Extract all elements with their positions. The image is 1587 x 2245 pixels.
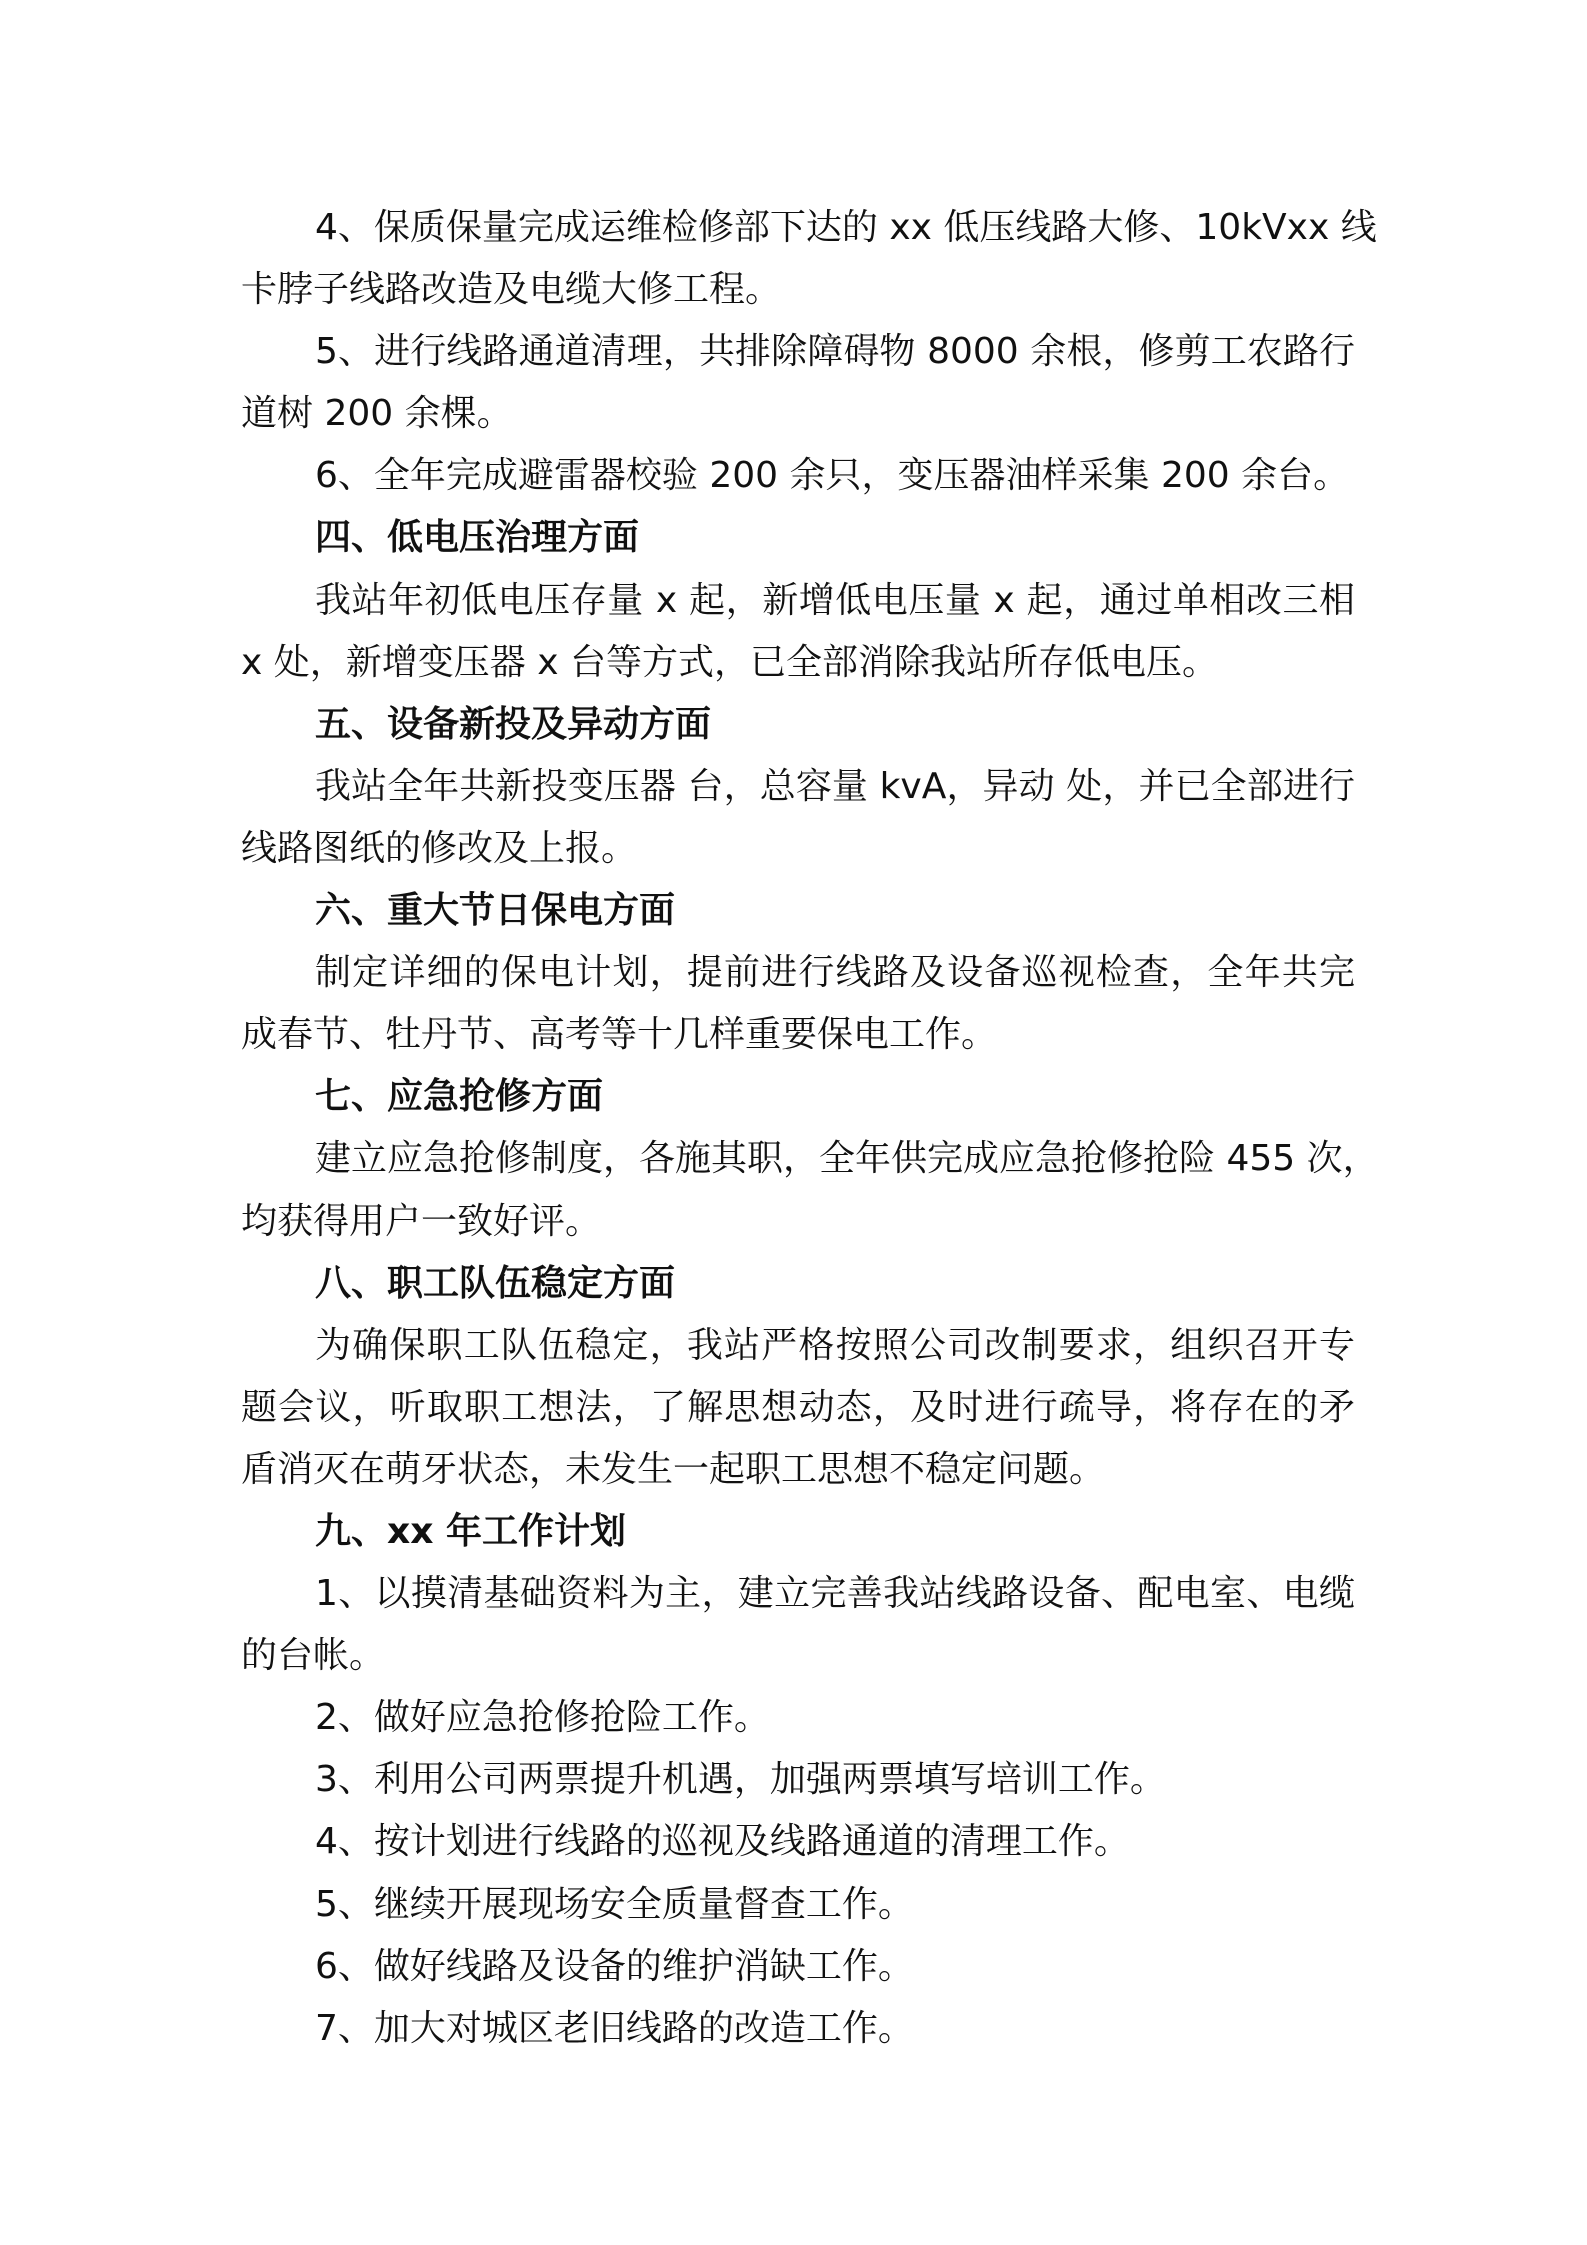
text-line: 6、做好线路及设备的维护消缺工作。 [315, 1945, 914, 1987]
section-heading: 四、低电压治理方面 [315, 517, 640, 559]
text-line: 盾消灭在萌牙状态，未发生一起职工思想不稳定问题。 [241, 1448, 1106, 1490]
text-line: 建立应急抢修制度，各施其职，全年供完成应急抢修抢险 455 次， [315, 1138, 1379, 1180]
text-line: 3、利用公司两票提升机遇，加强两票填写培训工作。 [315, 1759, 1166, 1801]
text-line: 均获得用户一致好评。 [241, 1200, 602, 1242]
text-line: 5、进行线路通道清理，共排除障碍物 8000 余根，修剪工农路行 [315, 331, 1355, 373]
text-line: 道树 200 余棵。 [241, 393, 513, 435]
text-line: 6、全年完成避雷器校验 200 余只，变压器油样采集 200 余台。 [315, 455, 1350, 497]
text-line: 1、以摸清基础资料为主，建立完善我站线路设备、配电室、电缆 [315, 1573, 1355, 1615]
text-line: 制定详细的保电计划，提前进行线路及设备巡视检查，全年共完 [315, 952, 1355, 994]
section-heading: 七、应急抢修方面 [315, 1076, 604, 1118]
text-line: 我站年初低电压存量 x 起，新增低电压量 x 起，通过单相改三相 [315, 579, 1355, 621]
text-line: 5、继续开展现场安全质量督查工作。 [315, 1883, 914, 1925]
text-line: 4、保质保量完成运维检修部下达的 xx 低压线路大修、10kVxx 线 [315, 207, 1377, 248]
section-heading: 九、xx 年工作计划 [315, 1510, 626, 1552]
section-heading: 八、职工队伍稳定方面 [315, 1262, 676, 1304]
section-heading: 五、设备新投及异动方面 [315, 703, 712, 745]
text-line: 2、做好应急抢修抢险工作。 [315, 1697, 770, 1739]
text-line: 题会议，听取职工想法，了解思想动态，及时进行疏导，将存在的矛 [241, 1386, 1355, 1428]
text-line: 卡脖子线路改造及电缆大修工程。 [241, 269, 782, 311]
text-line: 7、加大对城区老旧线路的改造工作。 [315, 2007, 914, 2049]
section-heading: 六、重大节日保电方面 [315, 890, 676, 932]
text-line: 4、按计划进行线路的巡视及线路通道的清理工作。 [315, 1821, 1130, 1863]
text-line: 为确保职工队伍稳定，我站严格按照公司改制要求，组织召开专 [315, 1324, 1355, 1366]
text-line: 线路图纸的修改及上报。 [241, 827, 638, 869]
text-line: 成春节、牡丹节、高考等十几样重要保电工作。 [241, 1014, 998, 1056]
text-line: 的台帐。 [241, 1635, 386, 1677]
text-line: 我站全年共新投变压器 台，总容量 kvA，异动 处，并已全部进行 [315, 765, 1355, 807]
text-line: x 处，新增变压器 x 台等方式，已全部消除我站所存低电压。 [241, 641, 1218, 683]
document-body [241, 197, 1379, 2060]
